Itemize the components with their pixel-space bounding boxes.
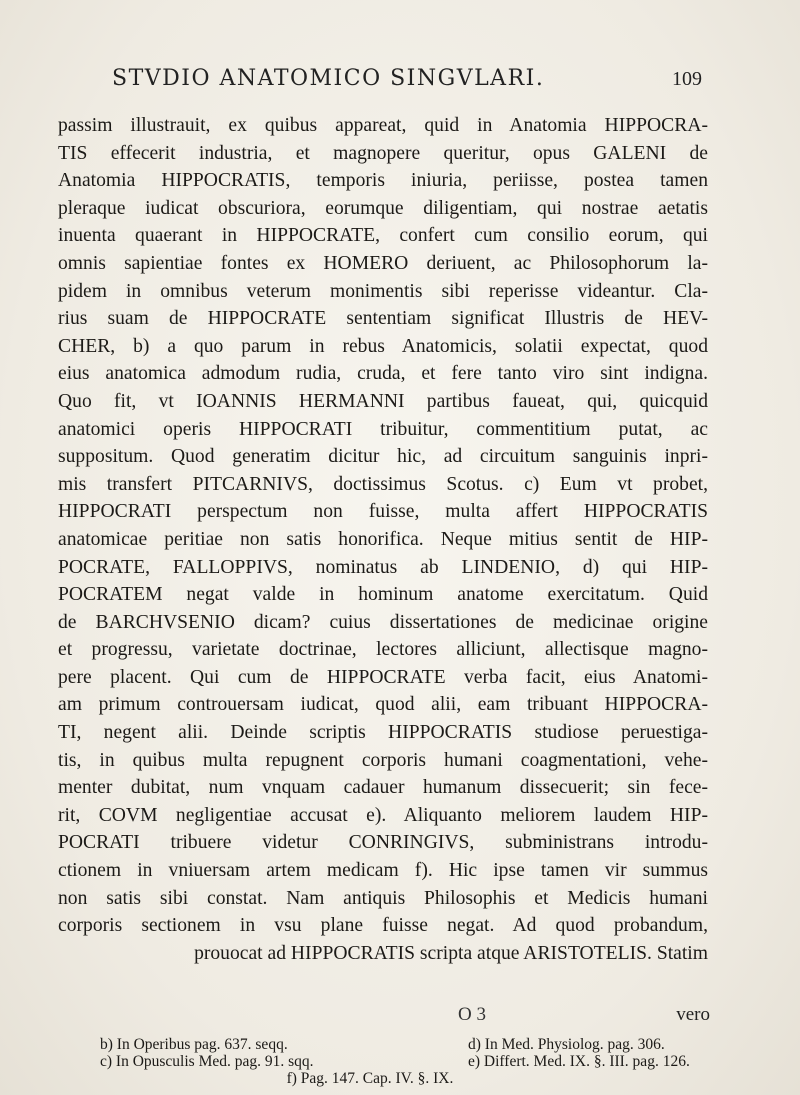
footnote-row [80, 1070, 720, 1087]
text-line: anatomici operis HIPPOCRATI tribuitur, commentitium putat, ac [58, 418, 708, 440]
text-line: CHER, b) a quo parum in rebus Anatomicis, solatii expectat, quod [58, 335, 708, 357]
footnote-e: e) Differt. Med. IX. §. III. pag. 126. [468, 1053, 690, 1070]
text-line: POCRATI tribuere videtur CONRINGIVS, subministrans introdu- [58, 832, 708, 854]
text-line: pleraque iudicat obscuriora, eorumque diligentiam, qui nostrae aetatis [58, 197, 708, 219]
text-line: eius anatomica admodum rudia, cruda, et fere tanto viro sint indigna. [58, 363, 708, 385]
text-line: POCRATE, FALLOPPIVS, nominatus ab LINDENIO, d) qui HIP- [58, 556, 708, 578]
text-line: POCRATEM negat valde in hominum anatome exercitatum. Quid [58, 584, 708, 606]
text-line: TI, negent alii. Deinde scriptis HIPPOCRATIS studiose peruestiga- [58, 722, 708, 744]
text-line: passim illustrauit, ex quibus appareat, quid in Anatomia HIPPOCRA- [58, 115, 708, 136]
footnote-row [80, 1036, 720, 1053]
text-line: ctionem in vniuersam artem medicam f). Hic ipse tamen vir summus [58, 860, 708, 882]
text-line: HIPPOCRATI perspectum non fuisse, multa affert HIPPOCRATIS [58, 501, 708, 523]
text-line: menter dubitat, num vnquam cadauer humanum dissecuerit; sin fece- [58, 777, 708, 799]
catchword: vero [676, 1004, 710, 1025]
body-text [58, 112, 708, 967]
text-line: Anatomia HIPPOCRATIS, temporis iniuria, periisse, postea tamen [58, 170, 708, 192]
text-line: rit, COVM negligentiae accusat e). Aliquanto meliorem laudem HIP- [58, 804, 708, 826]
text-line: prouocat ad HIPPOCRATIS scripta atque ARISTOTELIS. Statim [194, 942, 708, 964]
text-line: Quo fit, vt IOANNIS HERMANNI partibus faueat, qui, quicquid [58, 390, 708, 412]
text-line: inuenta quaerant in HIPPOCRATE, confert cum consilio eorum, qui [58, 225, 708, 247]
footnote-c: c) In Opusculis Med. pag. 91. sqq. [100, 1053, 314, 1070]
footnote-row [80, 1053, 720, 1070]
text-line: de BARCHVSENIO dicam? cuius dissertationes de medicinae origine [58, 611, 708, 633]
text-line: corporis sectionem in vsu plane fuisse negat. Ad quod probandum, [58, 915, 708, 937]
text-line: rius suam de HIPPOCRATE sententiam significat Illustris de HEV- [58, 308, 708, 330]
text-line: TIS effecerit industria, et magnopere queritur, opus GALENI de [58, 142, 708, 164]
footnote-f: f) Pag. 147. Cap. IV. §. IX. [286, 1070, 454, 1087]
text-line: et progressu, varietate doctrinae, lectores alliciunt, allectisque magno- [58, 639, 708, 661]
page-header [112, 66, 702, 106]
text-line: mis transfert PITCARNIVS, doctissimus Scotus. c) Eum vt probet, [58, 473, 708, 495]
text-line: non satis sibi constat. Nam antiquis Philosophis et Medicis humani [58, 887, 708, 909]
text-line: am primum controuersam iudicat, quod alii, eam tribuant HIPPOCRA- [58, 694, 708, 716]
page-number: 109 [672, 68, 702, 90]
text-line: pidem in omnibus veterum monimentis sibi reperisse videantur. Cla- [58, 280, 708, 302]
text-line: tis, in quibus multa repugnent corporis humani coagmentationi, vehe- [58, 749, 708, 771]
footnotes [80, 1036, 720, 1087]
signature-mark: O 3 [458, 1004, 486, 1025]
text-line: omnis sapientiae fontes ex HOMERO deriuent, ac Philosophorum la- [58, 252, 708, 274]
text-line: suppositum. Quod generatim dicitur hic, ad circuitum sanguinis inpri- [58, 446, 708, 468]
text-line: pere placent. Qui cum de HIPPOCRATE verba facit, eius Anatomi- [58, 666, 708, 688]
text-line: anatomicae peritiae non satis honorifica. Neque mitius sentit de HIP- [58, 528, 708, 550]
running-head: STVDIO ANATOMICO SINGVLARI. [112, 66, 545, 91]
footnote-b: b) In Operibus pag. 637. seqq. [100, 1036, 288, 1053]
footnote-d: d) In Med. Physiolog. pag. 306. [468, 1036, 665, 1053]
